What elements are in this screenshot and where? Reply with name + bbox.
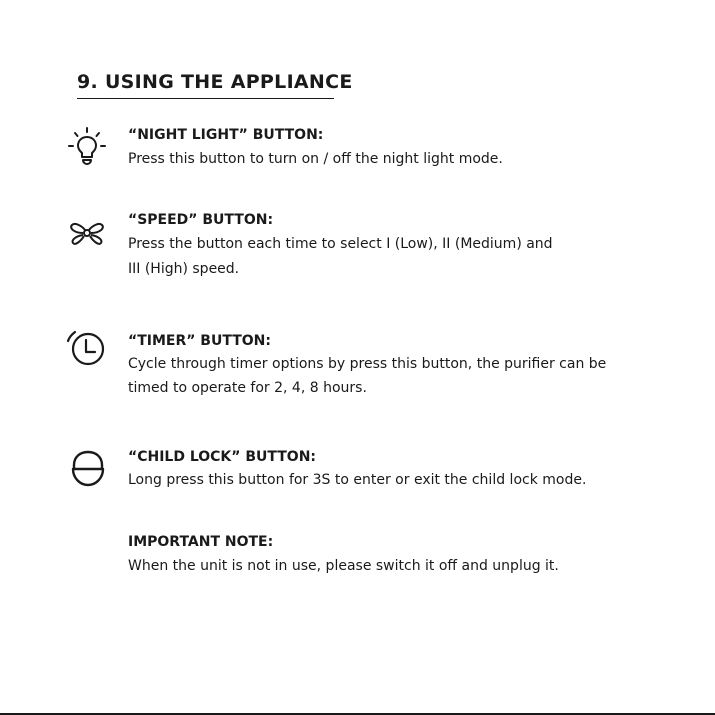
timer-clock-icon <box>66 328 106 368</box>
child-lock-description: Long press this button for 3S to enter or exit the child lock mode. <box>128 472 587 488</box>
page-heading: 9. USING THE APPLIANCE <box>77 68 334 99</box>
child-lock-title: “CHILD LOCK” BUTTON: <box>128 449 317 465</box>
timer-description-line-2: timed to operate for 2, 4, 8 hours. <box>128 380 367 396</box>
timer-title: “TIMER” BUTTON: <box>128 333 271 349</box>
child-lock-icon <box>68 449 108 489</box>
speed-title: “SPEED” BUTTON: <box>128 212 274 228</box>
speed-description-line-2: III (High) speed. <box>128 261 240 277</box>
important-note-title: IMPORTANT NOTE: <box>128 534 274 550</box>
fan-speed-icon <box>67 213 107 253</box>
night-light-description: Press this button to turn on / off the night light mode. <box>128 151 503 167</box>
timer-description-line-1: Cycle through timer options by press this button, the purifier can be <box>128 356 607 372</box>
night-light-title: “NIGHT LIGHT” BUTTON: <box>128 127 324 143</box>
speed-description-line-1: Press the button each time to select I (Low), II (Medium) and <box>128 236 553 252</box>
night-light-bulb-icon <box>67 126 107 166</box>
important-note-text: When the unit is not in use, please switch it off and unplug it. <box>128 558 559 574</box>
